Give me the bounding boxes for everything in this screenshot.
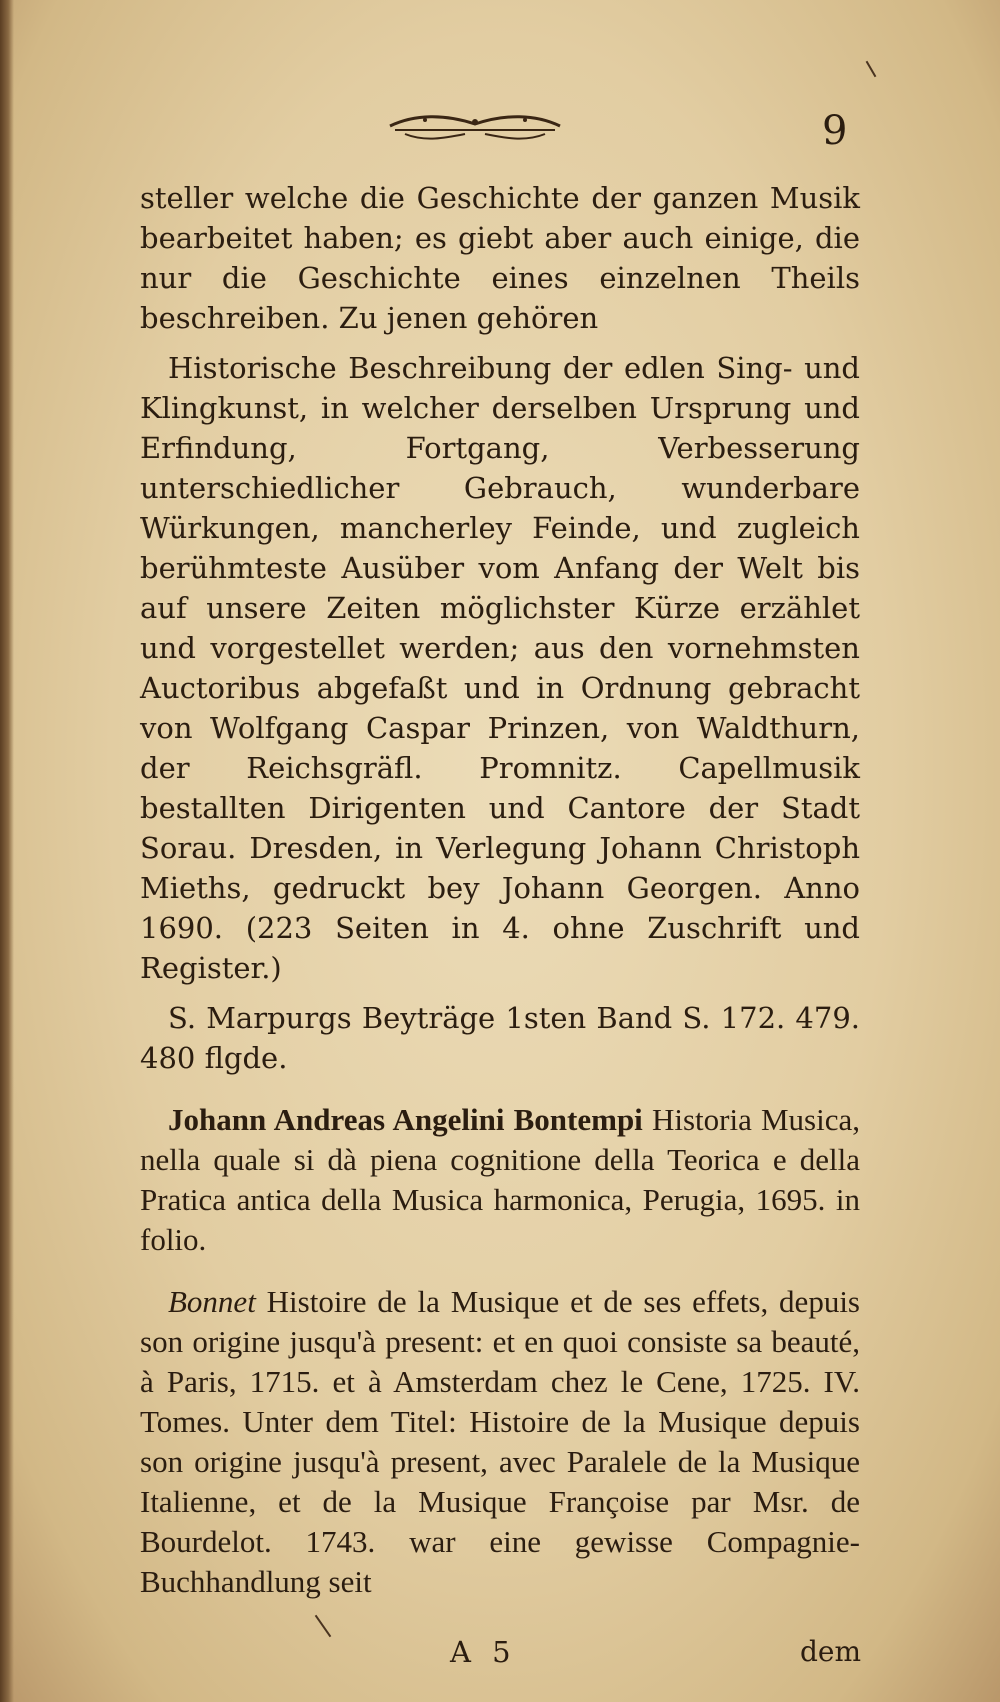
page-number: 9: [822, 108, 848, 154]
main-text: [140, 178, 860, 1602]
entry-bontempi-author: Johann Andreas Angelini Bontempi: [168, 1102, 643, 1137]
stray-mark: [315, 1615, 332, 1637]
entry-prinz-reference: S. Marpurgs Beyträge 1sten Band S. 172. 479. 480 flgde.: [140, 1001, 860, 1075]
entry-bonnet-title: Histoire de la Musique et de ses effets, depuis son origine jusqu'à present: et en quoi consiste sa beauté, à Paris, 1715. et à Amsterdam chez le Cene, 1725. IV. Tomes. Unter dem Titel: Histoire de la Musique depuis son origine jusqu'à present, avec Paralele de la Musique Italienne, et de la Musique Françoise par Msr. de Bourdelot. 1743. war eine gewisse Compagnie-Buchhandlung seit: [140, 1284, 860, 1599]
stray-mark: [866, 61, 877, 78]
intro-paragraph: steller welche die Geschichte der ganzen Musik bearbeitet haben; es giebt aber auch einige, die nur die Geschichte eines einzelnen Theils beschreiben. Zu jenen gehören: [140, 181, 860, 335]
entry-bontempi: [140, 1100, 860, 1260]
catchword: dem: [800, 1635, 862, 1668]
entry-prinz: Historische Beschreibung der edlen Sing- und Klingkunst, in welcher derselben Ursprung und Erfindung, Fortgang, Verbesserung unterschiedlicher Gebrauch, wunderbare Würkungen, mancherley Feinde, und zugleich berühmteste Ausüber vom Anfang der Welt bis auf unsere Zeiten möglichster Kürze erzählet und vorgestellet werden; aus den vornehmsten Auctoribus abgefaßt und in Ordnung gebracht von Wolfgang Caspar Prinzen, von Waldthurn, der Reichsgräfl. Promnitz. Capellmusik bestallten Dirigenten und Cantore der Stadt Sorau. Dresden, in Verlegung Johann Christoph Mieths, gedruckt bey Johann Georgen. Anno 1690. (223 Seiten in 4. ohne Zuschrift und Register.): [140, 351, 860, 985]
header-ornament: [385, 108, 565, 144]
entry-bonnet: [140, 1282, 860, 1602]
signature-mark: A 5: [450, 1635, 517, 1669]
page-edge: [0, 0, 14, 1702]
entry-bonnet-author: Bonnet: [168, 1284, 256, 1319]
entry-bontempi-title: Historia Musica, nella quale si dà piena cognitione della Teorica e della Pratica antica della Musica harmonica, Perugia, 1695. in folio.: [140, 1102, 860, 1257]
